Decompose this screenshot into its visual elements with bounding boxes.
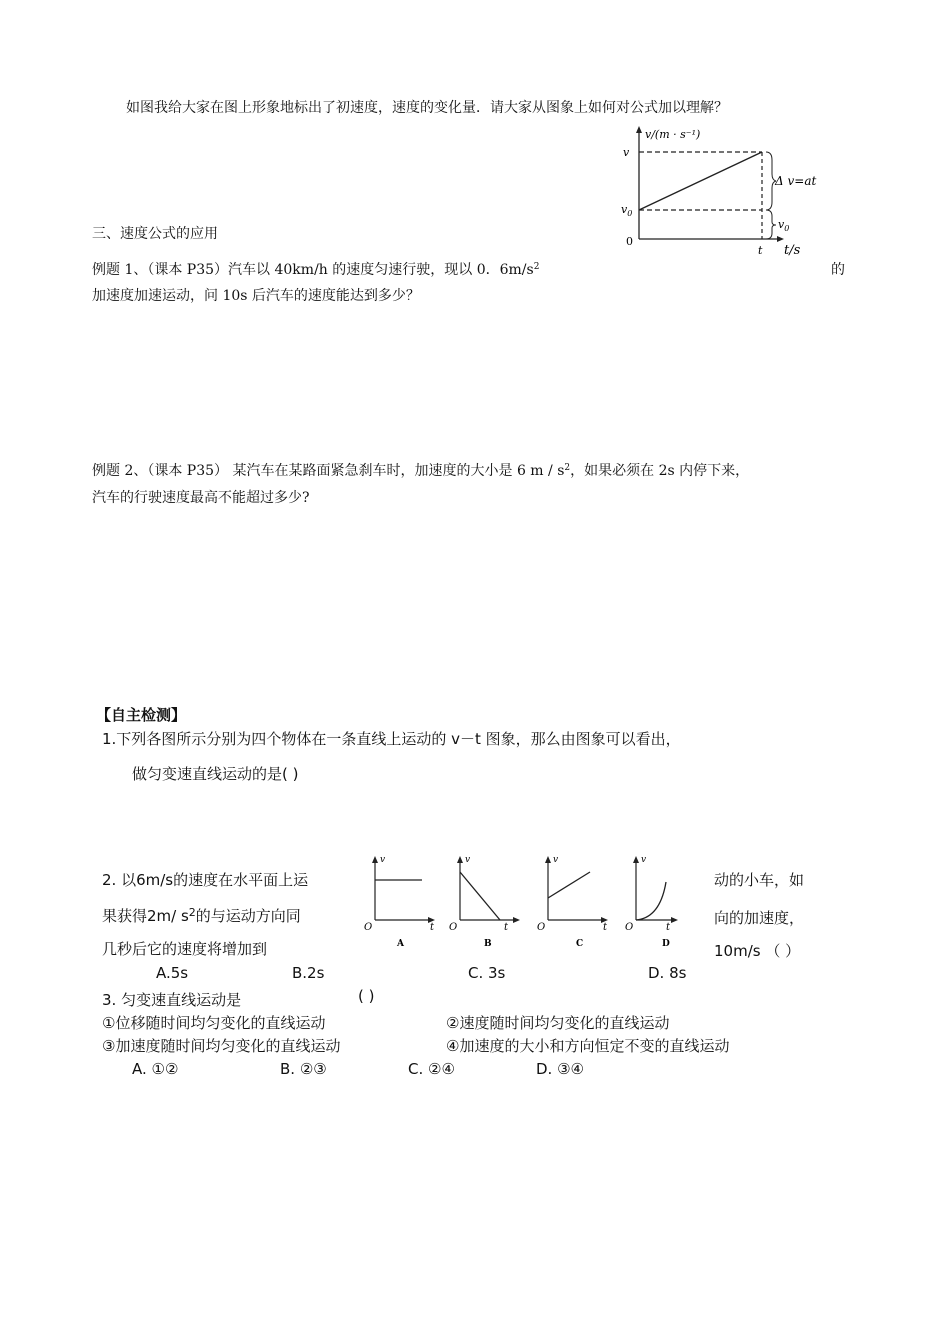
graph-c: [537, 855, 608, 949]
vt-graph-set: [360, 850, 680, 960]
svg-text:O: O: [364, 922, 373, 933]
q2-left-line1: 2. 以6m/s的速度在水平面上运: [102, 871, 309, 889]
q2-option-c[interactable]: C. 3s: [468, 964, 506, 982]
q3-option-a[interactable]: A. ①②: [132, 1060, 179, 1078]
section3-heading: 三、速度公式的应用: [92, 226, 218, 242]
q3-item-1: ①位移随时间均匀变化的直线运动: [102, 1014, 326, 1032]
q2-right-line1: 动的小车，如: [714, 871, 805, 889]
q2-option-d[interactable]: D. 8s: [648, 964, 687, 982]
q3-stem: 3. 匀变速直线运动是: [102, 991, 242, 1009]
velocity-time-graph: [612, 124, 818, 260]
svg-text:O: O: [449, 922, 458, 933]
q2-left-line3: 几秒后它的速度将增加到: [102, 940, 268, 958]
graph-d: [625, 855, 678, 949]
q1-line1: 1.下列各图所示分别为四个物体在一条直线上运动的 v－t 图象，那么由图象可以看出，: [102, 730, 681, 748]
q3-option-b[interactable]: B. ②③: [280, 1060, 327, 1078]
svg-text:t: t: [430, 922, 435, 933]
q2-left-line2: 果获得2m/ $s^2$的与运动方向同: [102, 906, 301, 925]
q2-right-line2: 向的加速度，: [714, 909, 805, 927]
example1-line2: 加速度加速运动，问 10s 后汽车的速度能达到多少？: [92, 288, 420, 304]
svg-text:v: v: [553, 855, 559, 865]
q2-option-a[interactable]: A.5s: [156, 964, 189, 982]
svg-text:A: A: [397, 939, 404, 949]
q3-option-d[interactable]: D. ③④: [536, 1060, 584, 1078]
example2-line1: 例题 2、（课本 P35） 某汽车在某路面紧急刹车时，加速度的大小是 6 m / $s^2$，如果必须在 2s 内停下来，: [92, 463, 750, 479]
v-label: v: [623, 146, 630, 159]
y-axis-label: v/(m · s⁻¹): [645, 128, 701, 141]
svg-text:t: t: [504, 922, 509, 933]
q3-option-c[interactable]: C. ②④: [408, 1060, 455, 1078]
svg-text:O: O: [537, 922, 546, 933]
v0-label: $v_0$: [621, 203, 633, 218]
svg-text:t: t: [603, 922, 608, 933]
example1-line1: 例题 1、（课本 P35）汽车以 40km/h 的速度匀速行驶，现以 0．$6m/s^2$: [92, 262, 540, 278]
svg-text:t: t: [666, 922, 671, 933]
svg-text:D: D: [662, 939, 670, 949]
q1-line2: 做匀变速直线运动的是( ): [132, 765, 299, 783]
intro-text: 如图我给大家在图上形象地标出了初速度，速度的变化量．请大家从图象上如何对公式加以理解？: [126, 100, 728, 116]
graph-b: [449, 855, 520, 949]
svg-text:v: v: [465, 855, 471, 865]
x-axis-label: t/s: [784, 243, 801, 258]
self-check-heading: 【自主检测】: [96, 706, 187, 724]
svg-text:v: v: [380, 855, 386, 865]
svg-text:B: B: [484, 939, 492, 949]
q3-item-4: ④加速度的大小和方向恒定不变的直线运动: [446, 1037, 730, 1055]
v0-brace-label: $v_0$: [778, 218, 790, 233]
graph-a: [364, 855, 435, 949]
q3-answer-paren: ( ): [358, 987, 375, 1005]
origin-label: 0: [626, 235, 633, 248]
q3-item-2: ②速度随时间均匀变化的直线运动: [446, 1014, 670, 1032]
t-tick-label: t: [758, 244, 763, 257]
svg-text:O: O: [625, 922, 634, 933]
example2-line2: 汽车的行驶速度最高不能超过多少?: [92, 490, 310, 506]
example1-tail: 的: [831, 262, 845, 278]
q2-right-line3: 10m/s （ ）: [714, 942, 801, 960]
q3-item-3: ③加速度随时间均匀变化的直线运动: [102, 1037, 341, 1055]
delta-v-label: Δ v=at: [775, 174, 817, 188]
svg-text:v: v: [641, 855, 647, 865]
svg-text:C: C: [576, 939, 584, 949]
q2-option-b[interactable]: B.2s: [292, 964, 325, 982]
